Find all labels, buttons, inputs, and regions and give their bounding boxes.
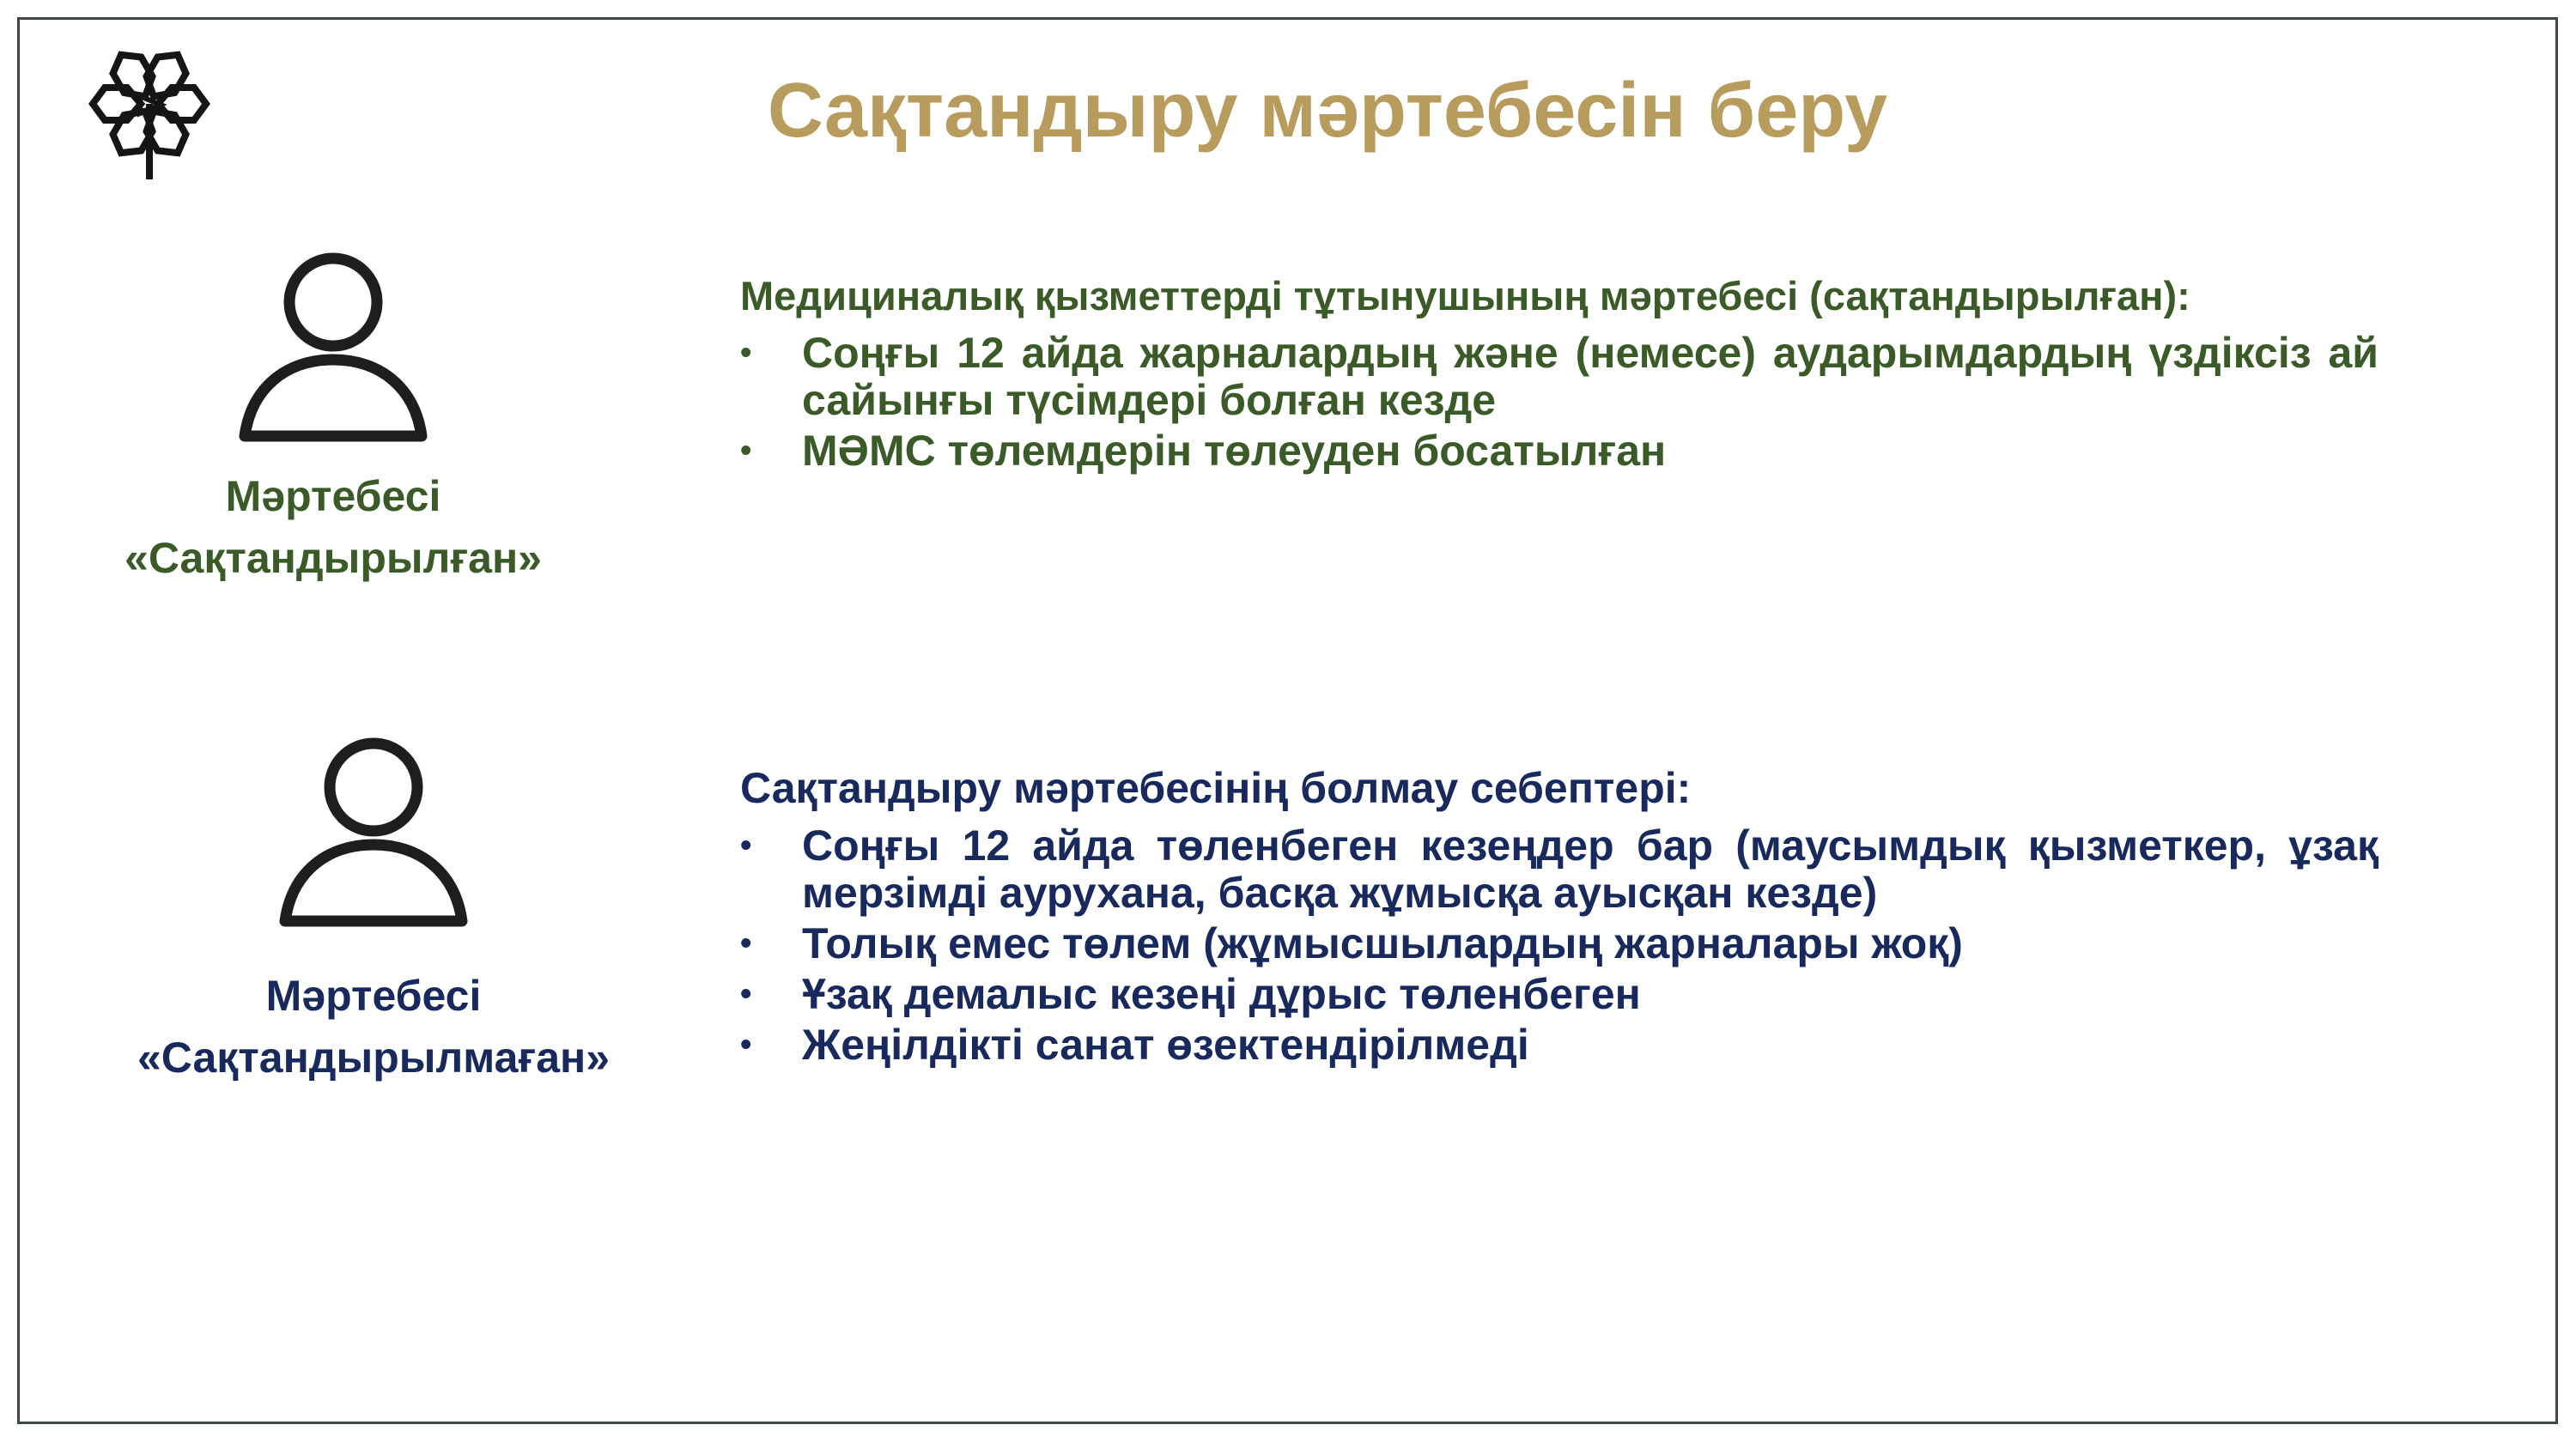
status-label-line: «Сақтандырылған» (125, 534, 542, 582)
bullet-marker: • (740, 925, 752, 961)
person-icon (279, 737, 468, 929)
status-label-uninsured (133, 965, 614, 1088)
bullet-marker: • (740, 1027, 752, 1063)
person-icon (239, 252, 428, 444)
slide-title: Сақтандыру мәртебесін беру (767, 68, 1888, 154)
insured-heading: Медициналық қызметтерді тұтынушының мәртебесі (сақтандырылған): (740, 273, 2190, 318)
status-label-line: Мәртебесі (265, 972, 482, 1020)
bullet-item (740, 971, 2379, 1018)
bullet-item (740, 1022, 2379, 1069)
bullet-item (740, 822, 2379, 917)
bullet-item (740, 330, 2379, 424)
bullet-text: Жеңілдікті санат өзектендірілмеді (802, 1021, 1529, 1069)
bullet-item (740, 427, 2379, 475)
bullet-text: Ұзақ демалыс кезеңі дұрыс төленбеген (802, 970, 1641, 1018)
bullet-marker: • (740, 433, 752, 469)
uninsured-text-block (740, 765, 2379, 1072)
status-label-line: Мәртебесі (225, 472, 441, 520)
bullet-marker: • (740, 828, 752, 864)
slide-border-frame (17, 17, 2558, 1424)
bullet-text: Толық емес төлем (жұмысшылардың жарналары жоқ) (802, 919, 1963, 967)
status-label-insured (93, 465, 574, 589)
uninsured-heading: Сақтандыру мәртебесінің болмау себептері: (740, 764, 1692, 812)
bullet-text: МӘМС төлемдерін төлеуден босатылған (802, 427, 1667, 475)
bullet-text: Соңғы 12 айда төленбеген кезеңдер бар (маусымдық қызметкер, ұзақ мерзімді аурухана, басқа жұмысқа ауысқан кезде) (802, 822, 2379, 917)
bullet-text: Соңғы 12 айда жарналардың және (немесе) аударымдардың үздіксіз ай сайынғы түсімдері болған кезде (802, 329, 2379, 424)
insured-text-block (740, 272, 2379, 478)
bullet-marker: • (740, 335, 752, 371)
status-label-line: «Сақтандырылмаған» (137, 1034, 611, 1082)
bullet-item (740, 920, 2379, 967)
bullet-marker: • (740, 976, 752, 1012)
